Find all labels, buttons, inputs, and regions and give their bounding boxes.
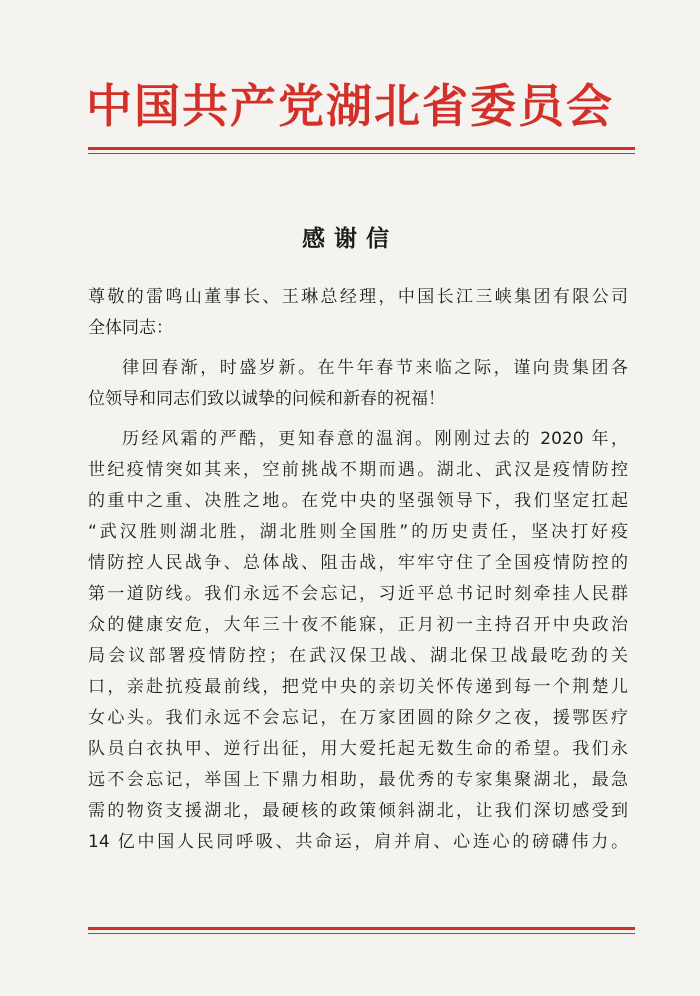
divider-thin-line	[88, 153, 635, 154]
salutation-line: 全体同志：	[88, 318, 173, 338]
divider-thick-line	[88, 147, 635, 150]
paragraph-line: 情防控人民战争、总体战、阻击战，牢牢守住了全国疫情防控的	[88, 553, 628, 573]
paragraph-line: 位领导和同志们致以诚挚的问候和新春的祝福！	[88, 389, 445, 409]
paragraph-greeting	[88, 353, 628, 415]
paragraph-line: 14 亿中国人民同呼吸、共命运，肩并肩、心连心的磅礴伟力。	[88, 832, 628, 852]
divider-thick-line	[88, 927, 635, 930]
paragraph-line: 局会议部署疫情防控；在武汉保卫战、湖北保卫战最吃劲的关	[88, 646, 628, 666]
paragraph-line: 口，亲赴抗疫最前线，把党中央的亲切关怀传递到每一个荆楚儿	[88, 677, 628, 697]
paragraph-review	[88, 424, 628, 858]
paragraph-line: 律回春渐，时盛岁新。在牛年春节来临之际，谨向贵集团各	[122, 358, 628, 378]
paragraph-line: 的重中之重、决胜之地。在党中央的坚强领导下，我们坚定扛起	[88, 491, 628, 511]
paragraph-line: “武汉胜则湖北胜，湖北胜则全国胜”的历史责任，坚决打好疫	[88, 522, 628, 542]
salutation	[88, 282, 628, 344]
paragraph-line: 远不会忘记，举国上下鼎力相助，最优秀的专家集聚湖北，最急	[88, 770, 628, 790]
salutation-line: 尊敬的雷鸣山董事长、王琳总经理，中国长江三峡集团有限公司	[88, 287, 628, 307]
paragraph-line: 第一道防线。我们永远不会忘记，习近平总书记时刻牵挂人民群	[88, 584, 628, 604]
footer-divider	[88, 927, 635, 934]
letter-body	[88, 282, 628, 858]
paragraph-line: 世纪疫情突如其来，空前挑战不期而遇。湖北、武汉是疫情防控	[88, 460, 628, 480]
letter-title: 感谢信	[302, 226, 398, 252]
paragraph-line: 队员白衣执甲、逆行出征，用大爱托起无数生命的希望。我们永	[88, 739, 628, 759]
paragraph-line: 众的健康安危，大年三十夜不能寐，正月初一主持召开中央政治	[88, 615, 628, 635]
letterhead-divider	[88, 147, 635, 154]
paragraph-line: 历经风霜的严酷，更知春意的温润。刚刚过去的 2020 年，	[122, 429, 628, 449]
letterhead-org-name: 中国共产党湖北省委员会	[86, 79, 614, 133]
paragraph-line: 需的物资支援湖北，最硬核的政策倾斜湖北，让我们深切感受到	[88, 801, 628, 821]
divider-thin-line	[88, 933, 635, 934]
paragraph-line: 女心头。我们永远不会忘记，在万家团圆的除夕之夜，援鄂医疗	[88, 708, 628, 728]
